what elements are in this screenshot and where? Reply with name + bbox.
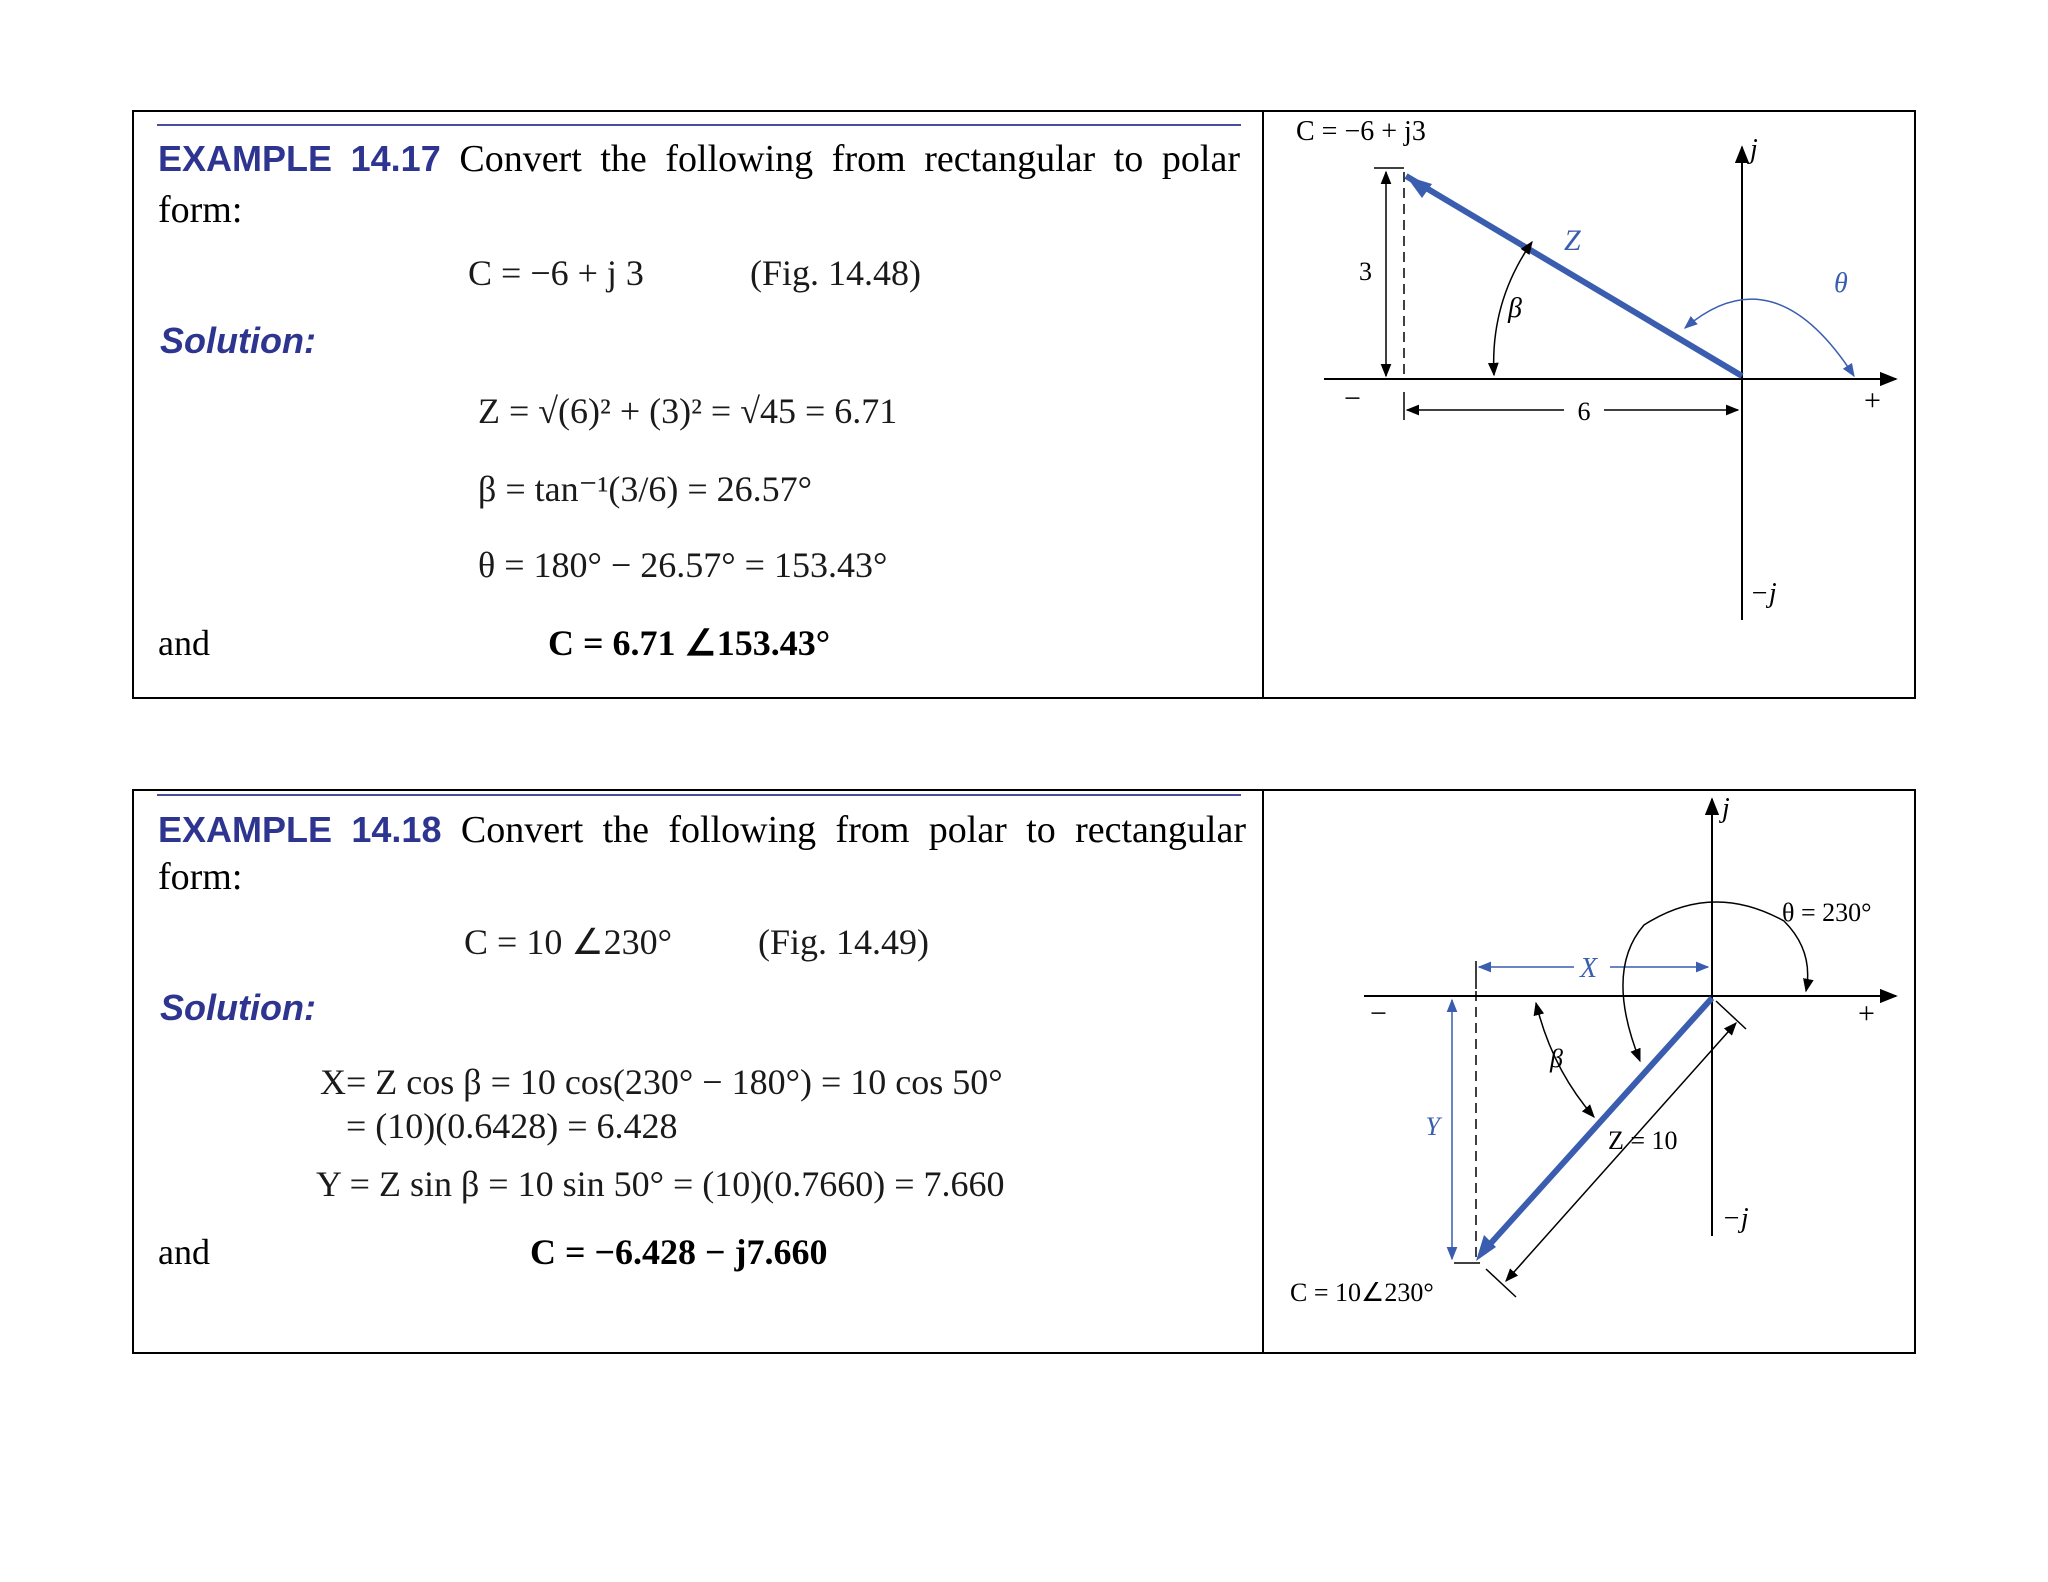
phasor-diagram-14-48 <box>1264 112 1916 697</box>
label-minus: − <box>1370 997 1387 1030</box>
figure-reference: (Fig. 14.49) <box>758 922 929 962</box>
equation-y: Y = Z sin β = 10 sin 50° = (10)(0.7660) = 7.660 <box>316 1164 1005 1204</box>
label-theta: θ = 230° <box>1782 898 1872 927</box>
example-prompt-continued: form: <box>158 856 243 898</box>
label-j: j <box>1722 793 1730 824</box>
and-label: and <box>158 623 210 663</box>
equation-x-continued: = (10)(0.6428) = 6.428 <box>346 1106 678 1146</box>
label-theta: θ <box>1834 268 1848 299</box>
equation-theta: θ = 180° − 26.57° = 153.43° <box>478 545 888 585</box>
label-beta: β <box>1550 1044 1563 1073</box>
equation-beta: β = tan⁻¹(3/6) = 26.57° <box>478 469 813 509</box>
example-label: EXAMPLE <box>158 809 333 850</box>
label-plus: + <box>1864 384 1881 417</box>
label-neg-j: −j <box>1722 1203 1749 1234</box>
example-label: EXAMPLE <box>158 138 333 179</box>
and-label: and <box>158 1232 210 1272</box>
example-14-18-text <box>134 791 1262 1352</box>
label-minus: − <box>1344 382 1361 415</box>
example-top-rule <box>157 124 1241 126</box>
example-prompt: Convert the following from polar to rectangular <box>460 809 1246 851</box>
result-rectangular: C = −6.428 − j7.660 <box>530 1232 828 1272</box>
label-x: X <box>1580 953 1598 984</box>
example-14-18-box <box>132 789 1916 1354</box>
label-beta: β <box>1508 293 1522 324</box>
label-c: C = 10∠230° <box>1290 1278 1434 1307</box>
equation-magnitude: Z = √(6)² + (3)² = √45 = 6.71 <box>478 391 898 431</box>
figure-14-48 <box>1264 112 1916 697</box>
label-neg-j: −j <box>1750 578 1777 609</box>
example-14-17-text <box>134 112 1262 697</box>
example-number: 14.18 <box>351 809 442 850</box>
result-polar: C = 6.71 ∠153.43° <box>548 623 831 663</box>
label-j: j <box>1750 134 1758 165</box>
beta-arc <box>1536 1003 1594 1117</box>
label-c: C = −6 + j3 <box>1296 116 1426 147</box>
figure-14-49 <box>1264 791 1916 1352</box>
dim-tick <box>1716 1001 1746 1029</box>
label-3: 3 <box>1359 257 1372 286</box>
example-top-rule <box>157 794 1241 796</box>
figure-reference: (Fig. 14.48) <box>750 253 921 293</box>
theta-arc <box>1685 299 1854 376</box>
given-expression: C = 10 ∠230° <box>464 922 672 962</box>
label-y: Y <box>1425 1112 1440 1141</box>
theta-arc <box>1623 902 1808 1061</box>
solution-label: Solution: <box>160 320 316 361</box>
vector-c <box>1406 176 1742 376</box>
dim-tick <box>1486 1269 1516 1297</box>
example-prompt: Convert the following from rectangular to polar <box>459 138 1240 180</box>
label-plus: + <box>1858 997 1875 1030</box>
solution-label: Solution: <box>160 987 316 1028</box>
label-z: Z = 10 <box>1608 1126 1678 1155</box>
label-z: Z <box>1564 224 1581 257</box>
example-14-17-box <box>132 110 1916 699</box>
example-prompt-continued: form: <box>158 189 243 231</box>
vector-arrowhead <box>1406 176 1432 198</box>
given-expression: C = −6 + j 3 <box>468 253 644 293</box>
example-number: 14.17 <box>350 138 441 179</box>
equation-x: X= Z cos β = 10 cos(230° − 180°) = 10 cos 50° <box>320 1062 1003 1102</box>
example-heading <box>158 807 1246 853</box>
phasor-diagram-14-49 <box>1264 791 1916 1352</box>
label-6: 6 <box>1577 397 1591 426</box>
example-heading <box>158 136 1240 182</box>
